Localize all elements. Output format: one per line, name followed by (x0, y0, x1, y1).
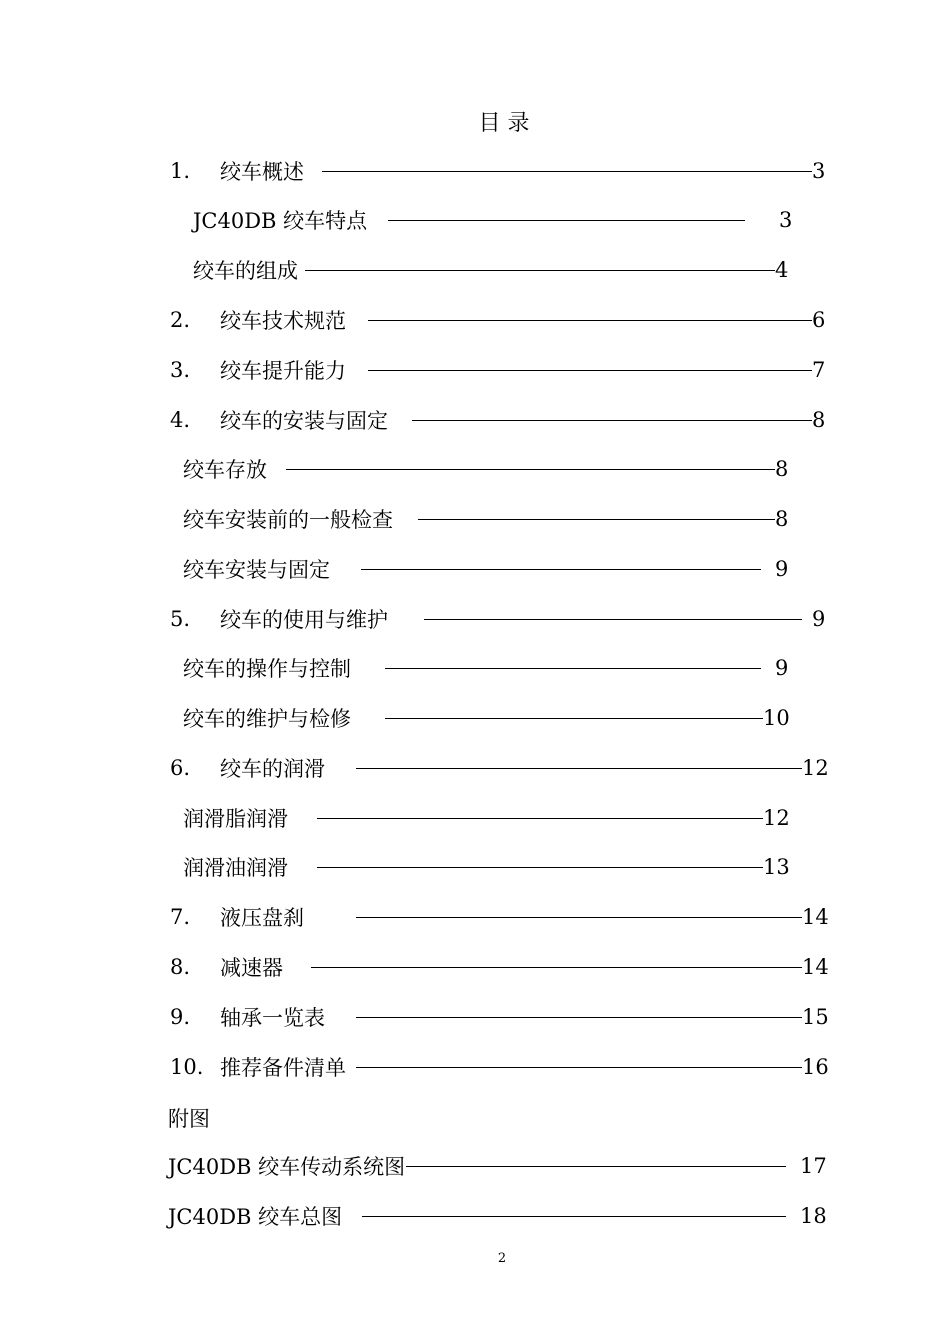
toc-entry-page: 8 (812, 408, 826, 432)
toc-entry[interactable] (168, 1202, 828, 1230)
toc-entry-label: 减速器 (220, 956, 283, 980)
toc-entry-number: 2. (170, 308, 191, 332)
leader-line (317, 818, 763, 819)
leader-line (406, 1166, 786, 1167)
toc-entry-label: 绞车安装前的一般检查 (183, 508, 393, 532)
leader-line (356, 768, 802, 769)
toc-entry-label: 轴承一览表 (220, 1006, 325, 1030)
leader-line (385, 718, 763, 719)
toc-entry-page: 7 (812, 358, 826, 382)
toc-entry-label: 绞车的组成 (193, 259, 298, 283)
toc-title: 目 录 (478, 111, 530, 136)
toc-entry-label: 绞车概述 (220, 160, 304, 184)
toc-entry-page: 8 (775, 457, 789, 481)
toc-entry-label: 绞车的润滑 (220, 757, 325, 781)
toc-entry-label: 绞车存放 (183, 458, 267, 482)
toc-entry-label: 绞车安装与固定 (183, 558, 330, 582)
toc-entry-number: 4. (170, 408, 191, 432)
appendix-heading: 附图 (168, 1107, 210, 1131)
leader-line (356, 1017, 802, 1018)
toc-entry[interactable] (193, 256, 803, 284)
toc-entry-page: 15 (802, 1005, 829, 1029)
toc-entry-label: JC40DB 绞车传动系统图 (168, 1155, 406, 1179)
toc-entry[interactable] (170, 356, 830, 384)
toc-entry-page: 9 (775, 557, 789, 581)
toc-entry-page: 14 (802, 905, 829, 929)
toc-entry[interactable] (183, 555, 803, 583)
toc-entry-number: 9. (170, 1005, 191, 1029)
toc-entry[interactable] (170, 754, 830, 782)
leader-line (322, 171, 812, 172)
toc-entry[interactable] (170, 157, 830, 185)
toc-entry[interactable] (183, 505, 803, 533)
toc-entry[interactable] (170, 1053, 830, 1081)
toc-entry-page: 6 (812, 308, 826, 332)
toc-entry-label: 绞车提升能力 (220, 359, 346, 383)
toc-entry-page: 16 (802, 1055, 829, 1079)
toc-entry-label: 绞车的使用与维护 (220, 608, 388, 632)
toc-entry-page: 13 (763, 855, 790, 879)
toc-entry-number: 5. (170, 607, 191, 631)
toc-entry-number: 10. (170, 1055, 204, 1079)
toc-entry-page: 12 (763, 806, 790, 830)
toc-entry[interactable] (170, 605, 830, 633)
leader-line (317, 867, 763, 868)
toc-entry[interactable] (183, 853, 803, 881)
toc-entry[interactable] (170, 1003, 830, 1031)
toc-entry-page: 3 (812, 159, 826, 183)
leader-line (424, 619, 802, 620)
leader-line (311, 967, 802, 968)
toc-entry-page: 3 (779, 208, 793, 232)
leader-line (368, 370, 812, 371)
toc-entry-page: 12 (802, 756, 829, 780)
toc-entry-page: 17 (800, 1154, 827, 1178)
toc-entry-label: 润滑油润滑 (183, 856, 288, 880)
toc-entry[interactable] (168, 1152, 828, 1180)
leader-line (385, 668, 761, 669)
toc-entry-page: 18 (800, 1204, 827, 1228)
toc-entry[interactable] (170, 406, 830, 434)
leader-line (361, 569, 761, 570)
toc-entry-label: 推荐备件清单 (220, 1056, 346, 1080)
toc-entry-label: JC40DB 绞车总图 (168, 1205, 343, 1229)
toc-entry-label: 绞车的操作与控制 (183, 657, 351, 681)
leader-line (368, 320, 812, 321)
leader-line (305, 270, 775, 271)
toc-entry[interactable] (170, 306, 830, 334)
toc-entry-page: 14 (802, 955, 829, 979)
toc-entry[interactable] (170, 903, 830, 931)
toc-entry[interactable] (183, 704, 803, 732)
toc-entry-label: JC40DB 绞车特点 (193, 209, 368, 233)
toc-entry-page: 4 (775, 258, 789, 282)
toc-entry[interactable] (183, 804, 803, 832)
toc-entry-label: 液压盘刹 (220, 906, 304, 930)
leader-line (388, 220, 745, 221)
toc-entry-page: 9 (775, 656, 789, 680)
toc-entry[interactable] (183, 455, 803, 483)
toc-entry[interactable] (193, 206, 813, 234)
toc-entry-number: 6. (170, 756, 191, 780)
toc-entry-number: 7. (170, 905, 191, 929)
leader-line (286, 469, 775, 470)
toc-entry-page: 8 (775, 507, 789, 531)
toc-entry[interactable] (170, 953, 830, 981)
leader-line (418, 519, 775, 520)
toc-entry-label: 绞车的维护与检修 (183, 707, 351, 731)
toc-entry-number: 3. (170, 358, 191, 382)
toc-entry-label: 润滑脂润滑 (183, 807, 288, 831)
page-number: 2 (497, 1251, 507, 1266)
toc-entry[interactable] (183, 654, 803, 682)
leader-line (412, 420, 812, 421)
leader-line (362, 1216, 786, 1217)
toc-entry-label: 绞车的安装与固定 (220, 409, 388, 433)
toc-entry-number: 8. (170, 955, 191, 979)
leader-line (356, 1067, 802, 1068)
leader-line (356, 917, 802, 918)
toc-entry-page: 9 (812, 607, 826, 631)
toc-entry-number: 1. (170, 159, 191, 183)
toc-entry-label: 绞车技术规范 (220, 309, 346, 333)
toc-entry-page: 10 (763, 706, 790, 730)
